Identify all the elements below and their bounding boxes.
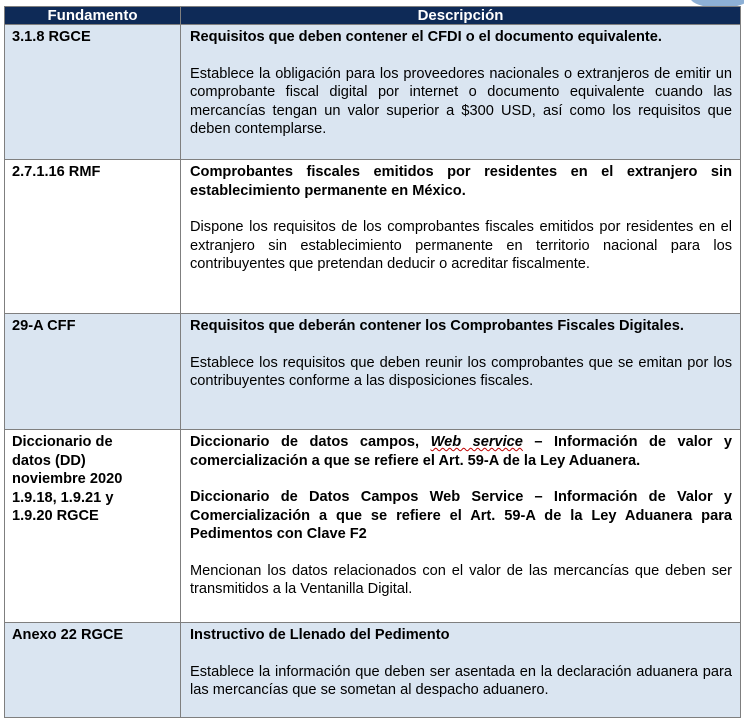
table-header-row	[5, 7, 741, 25]
row-title	[190, 433, 732, 470]
table-row	[5, 25, 741, 160]
row-body: Establece la información que deben ser asentada en la declaración aduanera para las mercancías que se sometan al despacho aduanero.	[190, 663, 732, 698]
table-row	[5, 623, 741, 718]
row-body: Dispone los requisitos de los comprobantes fiscales emitidos por residentes en el extranjero sin establecimiento permanente en territorio nacional para los contribuyentes que pretendan deducir o acreditar fiscalmente.	[190, 219, 732, 272]
title-part: Diccionario de datos campos,	[190, 434, 431, 450]
descripcion-cell	[181, 25, 741, 160]
descripcion-cell	[181, 160, 741, 314]
table-row	[5, 160, 741, 314]
fundamento-cell	[5, 430, 181, 623]
row-subtitle: Diccionario de Datos Campos Web Service – Información de Valor y Comercialización a que se refiere el Art. 59-A de la Ley Aduanera para Pedimentos con Clave F2	[190, 489, 732, 542]
row-title: Requisitos que deberán contener los Comprobantes Fiscales Digitales.	[190, 318, 684, 334]
header-descripcion: Descripción	[181, 7, 741, 25]
fundamento-cell: 3.1.8 RGCE	[5, 25, 181, 160]
fundamento-line: 1.9.18, 1.9.21 y	[12, 489, 114, 506]
descripcion-cell	[181, 623, 741, 718]
row-body: Establece los requisitos que deben reunir los comprobantes que se emitan por los contribuyentes conforme a las disposiciones fiscales.	[190, 354, 732, 389]
fundamento-line: Diccionario de	[12, 434, 113, 450]
title-emphasis: Web service	[430, 434, 523, 450]
fundamento-cell: Anexo 22 RGCE	[5, 623, 181, 718]
fundamento-table	[4, 6, 741, 718]
row-body: Establece la obligación para los proveedores nacionales o extranjeros de emitir un comprobante fiscal digital por internet o documento equivalente cuando las mercancías tengan un valor superior a $300 USD, así como los requisitos que deben contemplarse.	[190, 65, 732, 137]
fundamento-cell: 29-A CFF	[5, 314, 181, 430]
header-fundamento: Fundamento	[5, 7, 181, 25]
table-row	[5, 314, 741, 430]
fundamento-line: 1.9.20 RGCE	[12, 508, 99, 524]
row-title: Comprobantes fiscales emitidos por residentes en el extranjero sin establecimiento permanente en México.	[190, 164, 732, 199]
row-title: Instructivo de Llenado del Pedimento	[190, 627, 450, 643]
fundamento-cell: 2.7.1.16 RMF	[5, 160, 181, 314]
descripcion-cell	[181, 430, 741, 623]
title-part: – Información de valor y comercialización a que se refiere el Art. 59-A de la Ley Aduanera.	[190, 434, 732, 469]
fundamento-line: datos (DD)	[12, 452, 86, 469]
fundamento-line: noviembre 2020	[12, 471, 123, 487]
row-title: Requisitos que deben contener el CFDI o el documento equivalente.	[190, 29, 662, 45]
row-body: Mencionan los datos relacionados con el valor de las mercancías que deben ser transmitidos a la Ventanilla Digital.	[190, 562, 732, 597]
table-row	[5, 430, 741, 623]
descripcion-cell	[181, 314, 741, 430]
